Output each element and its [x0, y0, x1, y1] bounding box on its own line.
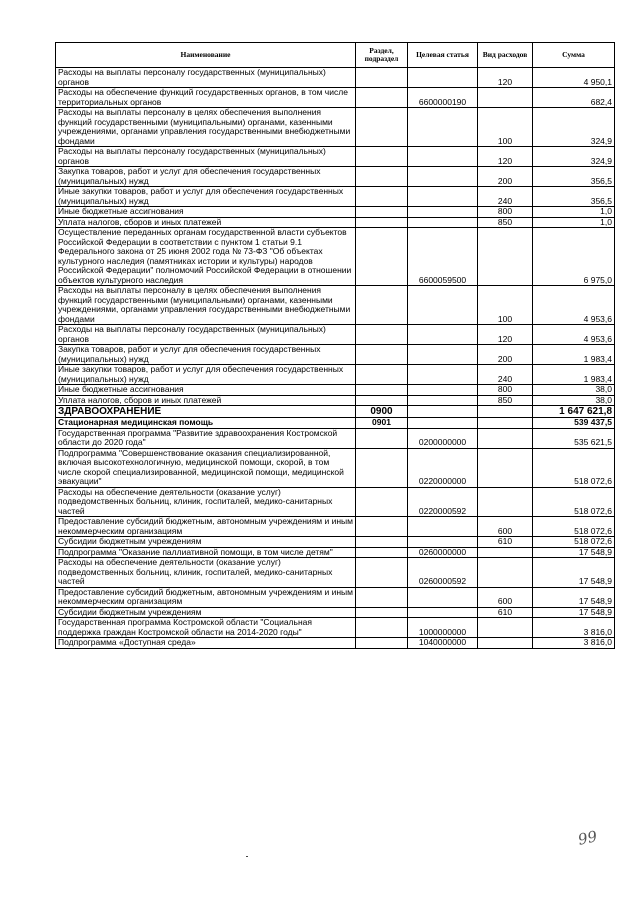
cell-sum: 518 072,6: [533, 517, 615, 537]
cell-kind: 100: [478, 108, 533, 147]
table-row: [56, 385, 615, 396]
cell-sum: 324,9: [533, 147, 615, 167]
cell-article: [408, 325, 478, 345]
cell-section: [356, 537, 408, 548]
table-header: [56, 43, 615, 68]
cell-kind: 240: [478, 187, 533, 207]
cell-sum: 17 548,9: [533, 607, 615, 618]
cell-section: 0901: [356, 418, 408, 429]
cell-section: [356, 325, 408, 345]
cell-name: Закупка товаров, работ и услуг для обеспечения государственных (муниципальных) нужд: [56, 345, 356, 365]
cell-article: 0220000592: [408, 487, 478, 517]
cell-kind: [478, 618, 533, 638]
cell-section: [356, 345, 408, 365]
cell-name: Предоставление субсидий бюджетным, автономным учреждениям и иным некоммерческим организациям: [56, 587, 356, 607]
budget-table: [55, 42, 615, 649]
cell-section: [356, 428, 408, 448]
cell-article: [408, 517, 478, 537]
table-row: [56, 558, 615, 588]
cell-sum: 682,4: [533, 88, 615, 108]
cell-kind: [478, 547, 533, 558]
cell-article: 0260000000: [408, 547, 478, 558]
cell-sum: 324,9: [533, 108, 615, 147]
cell-name: Государственная программа Костромской области "Социальная поддержка граждан Костромской области на 2014-2020 годы": [56, 618, 356, 638]
cell-sum: 17 548,9: [533, 587, 615, 607]
cell-kind: 610: [478, 537, 533, 548]
cell-section: [356, 365, 408, 385]
cell-section: [356, 108, 408, 147]
cell-sum: 3 816,0: [533, 618, 615, 638]
cell-name: Иные закупки товаров, работ и услуг для обеспечения государственных (муниципальных) нужд: [56, 365, 356, 385]
cell-section: [356, 448, 408, 487]
cell-section: [356, 547, 408, 558]
cell-article: [408, 167, 478, 187]
cell-sum: 518 072,6: [533, 537, 615, 548]
cell-kind: [478, 418, 533, 429]
cell-article: [408, 207, 478, 218]
cell-section: [356, 638, 408, 649]
cell-sum: 1 983,4: [533, 345, 615, 365]
cell-article: 1040000000: [408, 638, 478, 649]
cell-sum: 356,5: [533, 167, 615, 187]
cell-kind: 850: [478, 395, 533, 406]
cell-kind: 120: [478, 147, 533, 167]
cell-name: Государственная программа "Развитие здравоохранения Костромской области до 2020 года": [56, 428, 356, 448]
cell-kind: 800: [478, 207, 533, 218]
cell-kind: 850: [478, 217, 533, 228]
cell-section: [356, 385, 408, 396]
cell-sum: 535 621,5: [533, 428, 615, 448]
cell-section: [356, 286, 408, 325]
cell-article: [408, 406, 478, 418]
table-row: [56, 448, 615, 487]
table-row: [56, 618, 615, 638]
cell-kind: 240: [478, 365, 533, 385]
cell-article: [408, 68, 478, 88]
table-row: [56, 228, 615, 286]
table-row: [56, 108, 615, 147]
header-name: Наименование: [56, 43, 356, 68]
cell-article: 1000000000: [408, 618, 478, 638]
cell-sum: 518 072,6: [533, 448, 615, 487]
cell-kind: [478, 88, 533, 108]
cell-name: Расходы на обеспечение деятельности (оказание услуг) подведомственных больниц, клиник, госпиталей, медико-санитарных частей: [56, 558, 356, 588]
cell-kind: [478, 428, 533, 448]
cell-article: [408, 345, 478, 365]
cell-section: [356, 618, 408, 638]
cell-section: [356, 147, 408, 167]
cell-name: Иные бюджетные ассигнования: [56, 385, 356, 396]
cell-kind: 100: [478, 286, 533, 325]
cell-kind: 200: [478, 167, 533, 187]
cell-section: [356, 587, 408, 607]
table-row: [56, 286, 615, 325]
cell-article: 6600000190: [408, 88, 478, 108]
cell-sum: 4 950,1: [533, 68, 615, 88]
cell-article: [408, 395, 478, 406]
cell-kind: [478, 448, 533, 487]
cell-section: [356, 487, 408, 517]
cell-article: 6600059500: [408, 228, 478, 286]
cell-sum: 38,0: [533, 395, 615, 406]
cell-name: Расходы на выплаты персоналу в целях обеспечения выполнения функций государственными (муниципальными) органами, казенными учреждениями, органами управления государственными внебюджетными фондами: [56, 108, 356, 147]
table-row: [56, 406, 615, 418]
cell-article: [408, 418, 478, 429]
cell-sum: 518 072,6: [533, 487, 615, 517]
cell-name: Стационарная медицинская помощь: [56, 418, 356, 429]
table-row: [56, 187, 615, 207]
cell-sum: 1,0: [533, 217, 615, 228]
cell-name: Осуществление переданных органам государственной власти субъектов Российской Федерации в соответствии с пунктом 1 статьи 9.1 Федерального закона от 25 июня 2002 года № 73-ФЗ "Об объектах культурного наследия (памятниках истории и культуры) народов Российской Федерации" полномочий Российской Федерации в отношении объектов культурного наследия: [56, 228, 356, 286]
cell-name: Расходы на выплаты персоналу государственных (муниципальных) органов: [56, 325, 356, 345]
scan-mark: [246, 856, 248, 857]
cell-section: [356, 607, 408, 618]
cell-name: Иные закупки товаров, работ и услуг для обеспечения государственных (муниципальных) нужд: [56, 187, 356, 207]
table-row: [56, 638, 615, 649]
cell-sum: 4 953,6: [533, 325, 615, 345]
cell-name: Расходы на выплаты персоналу государственных (муниципальных) органов: [56, 147, 356, 167]
cell-kind: [478, 638, 533, 649]
cell-section: [356, 558, 408, 588]
cell-kind: 600: [478, 517, 533, 537]
table-row: [56, 547, 615, 558]
cell-kind: [478, 406, 533, 418]
cell-article: 0200000000: [408, 428, 478, 448]
cell-section: [356, 187, 408, 207]
table-row: [56, 365, 615, 385]
cell-article: [408, 217, 478, 228]
cell-sum: 4 953,6: [533, 286, 615, 325]
cell-name: Закупка товаров, работ и услуг для обеспечения государственных (муниципальных) нужд: [56, 167, 356, 187]
cell-article: [408, 587, 478, 607]
cell-sum: 1,0: [533, 207, 615, 218]
cell-kind: 120: [478, 68, 533, 88]
cell-sum: 356,5: [533, 187, 615, 207]
cell-name: Расходы на выплаты персоналу государственных (муниципальных) органов: [56, 68, 356, 88]
table-row: [56, 395, 615, 406]
cell-sum: 1 983,4: [533, 365, 615, 385]
cell-kind: [478, 487, 533, 517]
table-row: [56, 207, 615, 218]
cell-name: Субсидии бюджетным учреждениям: [56, 537, 356, 548]
table-row: [56, 607, 615, 618]
cell-article: 0220000000: [408, 448, 478, 487]
cell-section: [356, 395, 408, 406]
cell-name: Предоставление субсидий бюджетным, автономным учреждениям и иным некоммерческим организациям: [56, 517, 356, 537]
page-number: 99: [576, 827, 599, 849]
cell-kind: 600: [478, 587, 533, 607]
cell-name: ЗДРАВООХРАНЕНИЕ: [56, 406, 356, 418]
cell-article: [408, 385, 478, 396]
header-sum: Сумма: [533, 43, 615, 68]
cell-section: [356, 167, 408, 187]
table-row: [56, 68, 615, 88]
cell-name: Подпрограмма «Доступная среда»: [56, 638, 356, 649]
cell-section: 0900: [356, 406, 408, 418]
table-row: [56, 345, 615, 365]
cell-name: Подпрограмма "Совершенствование оказания специализированной, включая высокотехнологичную, медицинской помощи, скорой, в том числе скорой специализированной, медицинской помощи, медицинской эвакуации": [56, 448, 356, 487]
cell-article: [408, 187, 478, 207]
table-body: [56, 68, 615, 649]
cell-name: Подпрограмма "Оказание паллиативной помощи, в том числе детям": [56, 547, 356, 558]
cell-article: [408, 108, 478, 147]
cell-name: Расходы на выплаты персоналу в целях обеспечения выполнения функций государственными (муниципальными) органами, казенными учреждениями, органами управления государственными внебюджетными фондами: [56, 286, 356, 325]
table-row: [56, 217, 615, 228]
cell-kind: 200: [478, 345, 533, 365]
cell-name: Расходы на обеспечение деятельности (оказание услуг) подведомственных больниц, клиник, госпиталей, медико-санитарных частей: [56, 487, 356, 517]
cell-sum: 1 647 621,8: [533, 406, 615, 418]
cell-section: [356, 207, 408, 218]
cell-sum: 6 975,0: [533, 228, 615, 286]
table-row: [56, 587, 615, 607]
cell-kind: [478, 558, 533, 588]
table-row: [56, 147, 615, 167]
cell-article: [408, 607, 478, 618]
header-kind: Вид расходов: [478, 43, 533, 68]
cell-section: [356, 217, 408, 228]
cell-name: Уплата налогов, сборов и иных платежей: [56, 395, 356, 406]
cell-sum: 17 548,9: [533, 547, 615, 558]
cell-kind: 610: [478, 607, 533, 618]
table-row: [56, 428, 615, 448]
table-row: [56, 487, 615, 517]
cell-article: [408, 537, 478, 548]
cell-name: Иные бюджетные ассигнования: [56, 207, 356, 218]
cell-article: [408, 147, 478, 167]
table-row: [56, 88, 615, 108]
cell-section: [356, 228, 408, 286]
table-row: [56, 325, 615, 345]
header-section: Раздел, подраздел: [356, 43, 408, 68]
cell-name: Уплата налогов, сборов и иных платежей: [56, 217, 356, 228]
table-row: [56, 418, 615, 429]
cell-sum: 539 437,5: [533, 418, 615, 429]
cell-sum: 17 548,9: [533, 558, 615, 588]
cell-name: Расходы на обеспечение функций государственных органов, в том числе территориальных органов: [56, 88, 356, 108]
cell-kind: 800: [478, 385, 533, 396]
cell-sum: 3 816,0: [533, 638, 615, 649]
cell-kind: 120: [478, 325, 533, 345]
cell-article: 0260000592: [408, 558, 478, 588]
table-row: [56, 517, 615, 537]
cell-kind: [478, 228, 533, 286]
cell-section: [356, 88, 408, 108]
cell-sum: 38,0: [533, 385, 615, 396]
cell-article: [408, 286, 478, 325]
header-article: Целевая статья: [408, 43, 478, 68]
table-row: [56, 167, 615, 187]
cell-section: [356, 517, 408, 537]
table-row: [56, 537, 615, 548]
cell-name: Субсидии бюджетным учреждениям: [56, 607, 356, 618]
cell-section: [356, 68, 408, 88]
cell-article: [408, 365, 478, 385]
